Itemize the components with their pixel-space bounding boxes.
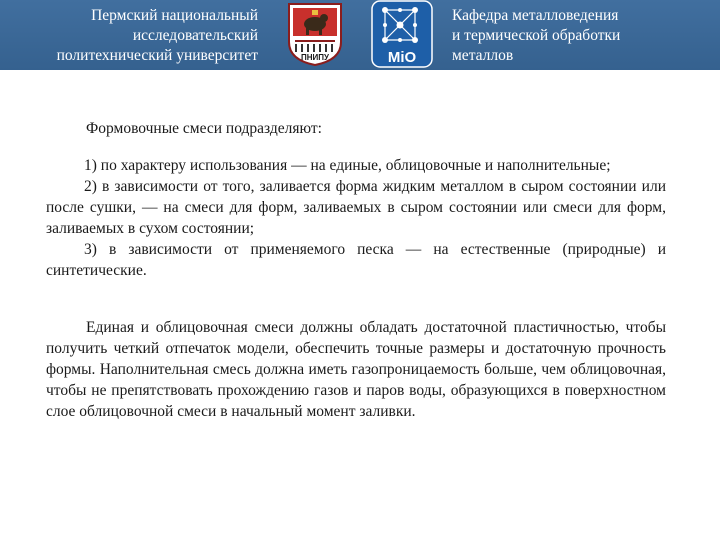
university-name <box>0 6 258 66</box>
university-name-line2: исследовательский <box>132 27 258 44</box>
university-name-line1: Пермский национальный <box>91 7 258 24</box>
university-name-line3: политехнический университет <box>56 47 258 64</box>
pnipu-logo-text: ПНИПУ <box>300 53 330 62</box>
list-item-3: 3) в зависимости от применяемого песка — на естественные (природные) и синтетические. <box>46 241 666 279</box>
department-name-line1: Кафедра металловедения <box>452 7 619 24</box>
department-name-line3: металлов <box>452 47 514 64</box>
pnipu-logo <box>286 2 344 66</box>
list-item-2: 2) в зависимости от того, заливается форма жидким металлом в сыром состоянии или после сушки, — на смеси для форм, заливаемых в сыром состоянии или смеси для форм, заливаемых в сухом состоянии; <box>46 178 666 237</box>
department-name <box>452 6 712 66</box>
slide-body <box>46 118 666 422</box>
mio-logo-text: МіО <box>387 49 417 66</box>
mio-logo <box>371 0 433 68</box>
paragraph-mixtures: Единая и облицовочная смеси должны обладать достаточной пластичностью, чтобы получить четкий отпечаток модели, обеспечить точные размеры и достаточную прочность формы. Наполнительная смесь должна иметь газопроницаемость больше, чем облицовочная, чтобы не препятствовать прохождению газов и паров воды, образующихся в поверхностном слое облицовочной смеси в начальный момент заливки. <box>46 319 666 420</box>
list-item-1: 1) по характеру использования — на единые, облицовочные и наполнительные; <box>84 157 611 174</box>
department-name-line2: и термической обработки <box>452 27 621 44</box>
header-banner <box>0 0 720 70</box>
intro-text: Формовочные смеси подразделяют: <box>86 120 322 137</box>
